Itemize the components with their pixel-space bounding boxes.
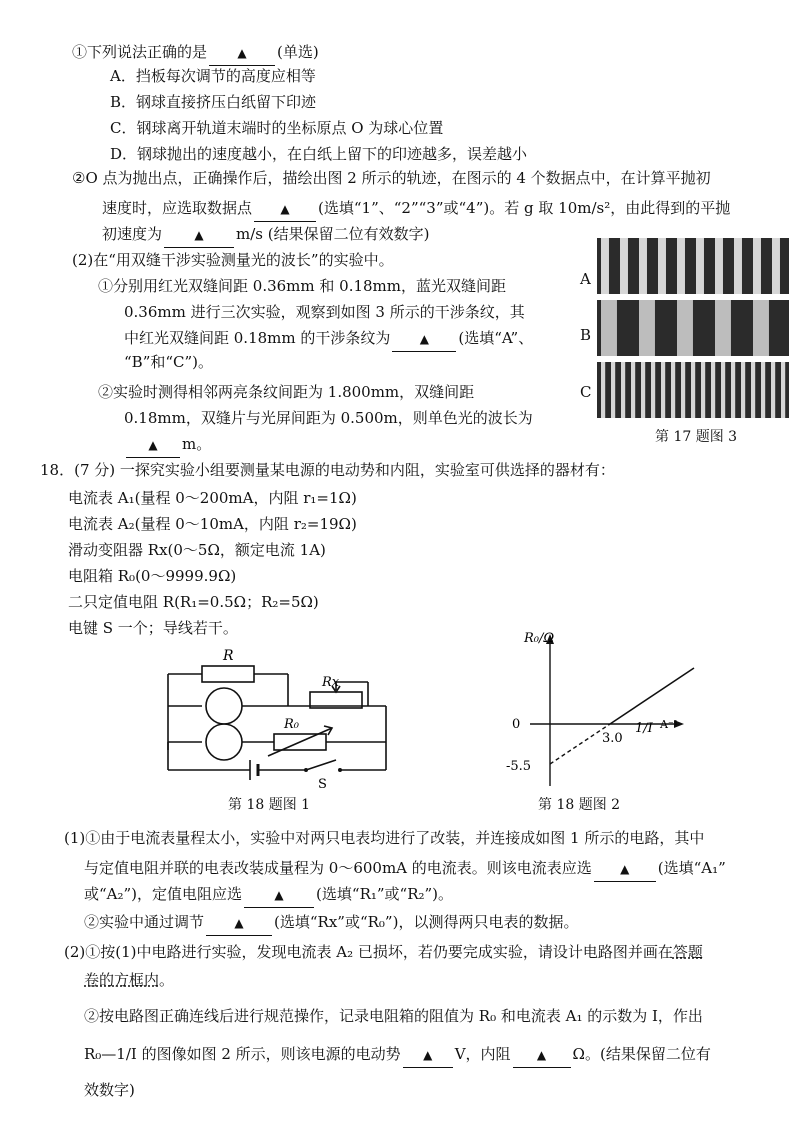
equipment-r: 二只定值电阻 R(R₁=0.5Ω；R₂=5Ω) xyxy=(68,593,319,611)
blank-marker: ▲ xyxy=(536,1048,547,1062)
q18-s1-line3a: 或“A₂”)，定值电阻应选 xyxy=(84,885,243,903)
q18-heading: 18．(7 分) 一探究实验小组要测量某电源的电动势和内阻，实验室可供选择的器材有： xyxy=(40,461,615,479)
bright-fringe xyxy=(677,300,693,356)
ammeter-2 xyxy=(206,724,242,760)
q18-s2-p2-line2a: R₀—1/I 的图像如图 2 所示，则该电源的电动势 xyxy=(84,1045,401,1063)
bright-fringe xyxy=(771,362,775,418)
answer-blank-q18-1[interactable] xyxy=(594,856,656,882)
figure-18-1-caption: 第 18 题图 1 xyxy=(228,797,311,813)
x-axis-unit: A⁻¹ xyxy=(660,718,679,731)
q17-s2-p2-line1: ②实验时测得相邻两亮条纹间距为 1.800mm，双缝间距 xyxy=(98,383,475,401)
blank-marker: ▲ xyxy=(419,332,429,346)
q17-s2-p1-line4: “B”和“C”)。 xyxy=(124,353,214,371)
fringe-patterns xyxy=(597,236,789,422)
q17-p2-line1: ②O 点为抛出点，正确操作后，描绘出图 2 所示的轨迹，在图示的 4 个数据点中，在计算平抛初 xyxy=(72,169,711,187)
answer-blank-q17-3[interactable] xyxy=(164,222,234,248)
fringe-label-c: C xyxy=(580,383,592,401)
answer-blank-q18-4[interactable] xyxy=(403,1042,453,1068)
q18-s1-line2b: (选填“A₁” xyxy=(657,859,726,877)
q18-s2-line1a: (2)①按(1)中电路进行实验，发现电流表 A₂ 已损坏，若仍要完成实验，请设计电路图并画在 xyxy=(64,943,673,961)
q17-s2-heading: (2)在“用双缝干涉实验测量光的波长”的实验中。 xyxy=(72,251,394,269)
fringe-panel-c xyxy=(597,362,789,418)
bright-fringe xyxy=(661,362,665,418)
q17-s2-p2-line3 xyxy=(124,432,211,458)
q17-p1-stem: ①下列说法正确的是 xyxy=(72,43,208,61)
blank-marker: ▲ xyxy=(237,46,247,60)
resistor-r xyxy=(202,666,254,682)
bright-fringe xyxy=(691,362,695,418)
q17-s2-p1-line3b: (选填“A”、 xyxy=(458,329,534,347)
bright-fringe xyxy=(734,238,742,294)
circuit-diagram xyxy=(150,642,410,790)
blank-marker: ▲ xyxy=(423,1048,433,1062)
switch-s xyxy=(306,760,336,770)
option-c: C．钢球离开轨道末端时的坐标原点 O 为球心位置 xyxy=(110,119,444,137)
label-r0: R₀ xyxy=(284,717,299,732)
q18-s1-p2a: ②实验中通过调节 xyxy=(84,913,205,931)
option-d: D．钢球抛出的速度越小，在白纸上留下的印迹越多，误差越小 xyxy=(110,145,528,163)
label-s: S xyxy=(318,777,327,790)
bright-fringe xyxy=(611,362,615,418)
bright-fringe xyxy=(601,300,617,356)
option-a: A．挡板每次调节的高度应相等 xyxy=(110,67,316,85)
answer-blank-q18-3[interactable] xyxy=(206,910,272,936)
bright-fringe xyxy=(651,362,655,418)
q18-s1-line3b: (选填“R₁”或“R₂”)。 xyxy=(316,885,454,903)
equipment-r0: 电阻箱 R₀(0～9999.9Ω) xyxy=(68,567,237,585)
label-r: R xyxy=(223,648,234,664)
bright-fringe xyxy=(621,362,625,418)
label-rx: Rx xyxy=(322,675,340,690)
blank-marker: ▲ xyxy=(194,228,204,242)
origin-label: 0 xyxy=(512,717,521,732)
option-b: B．钢球直接挤压白纸留下印迹 xyxy=(110,93,317,111)
bright-fringe xyxy=(781,362,785,418)
q17-p2-line2b: (选填“1”、“2”“3”或“4”)。若 g 取 10m/s²，由此得到的平抛 xyxy=(318,199,731,217)
q17-s2-p2-line2: 0.18mm，双缝片与光屏间距为 0.500m，则单色光的波长为 xyxy=(124,409,533,427)
bright-fringe xyxy=(696,238,704,294)
q17-p1-suffix: (单选) xyxy=(277,43,319,61)
equipment-switch: 电键 S 一个；导线若干。 xyxy=(68,619,238,637)
equipment-rx: 滑动变阻器 Rx(0～5Ω，额定电流 1A) xyxy=(68,541,326,559)
fringe-label-a: A xyxy=(580,270,591,288)
bright-fringe xyxy=(751,362,755,418)
answer-blank-q18-2[interactable] xyxy=(244,882,314,908)
q18-s1-line2a: 与定值电阻并联的电表改装成量程为 0～600mA 的电流表。则该电流表应选 xyxy=(84,859,592,877)
bright-fringe xyxy=(631,362,635,418)
q18-s2-line2-end: 。 xyxy=(159,971,175,989)
q18-s2-p2-line2 xyxy=(84,1042,711,1068)
bright-fringe xyxy=(658,238,666,294)
q18-s1-p2 xyxy=(84,910,578,936)
q18-s2-emphasis-2: 卷的方框内 xyxy=(84,971,160,989)
q18-s2-p2-line2c: Ω。(结果保留二位有 xyxy=(572,1045,711,1063)
q18-s1-line3 xyxy=(84,882,453,908)
bright-fringe xyxy=(641,362,645,418)
q18-s1-line1: (1)①由于电流表量程太小，实验中对两只电表均进行了改装，并连接成如图 1 所示的电路，其中 xyxy=(64,829,705,847)
ammeter-1 xyxy=(206,688,242,724)
data-line-solid xyxy=(610,668,694,724)
answer-blank-q17-5[interactable] xyxy=(126,432,180,458)
bright-fringe xyxy=(731,362,735,418)
bright-fringe xyxy=(681,362,685,418)
answer-blank-q17-4[interactable] xyxy=(392,326,456,352)
answer-blank-q17-1[interactable] xyxy=(209,40,275,66)
q17-s2-p1-line1: ①分别用红光双缝间距 0.36mm 和 0.18mm，蓝光双缝间距 xyxy=(98,277,506,295)
q17-p2-line3a: 初速度为 xyxy=(102,225,163,243)
data-line-extrapolated xyxy=(550,724,610,764)
bright-fringe xyxy=(601,238,609,294)
bright-fringe xyxy=(741,362,745,418)
y-tick-label: -5.5 xyxy=(506,759,532,774)
q18-s2-p2-line3: 效数字) xyxy=(84,1081,135,1099)
figure-17-3-caption: 第 17 题图 3 xyxy=(655,429,738,445)
equipment-a2: 电流表 A₂(量程 0～10mA，内阻 r₂=19Ω) xyxy=(68,515,357,533)
q17-p1-line xyxy=(72,40,319,66)
q18-s1-p2b: (选填“Rx”或“R₀”)，以测得两只电表的数据。 xyxy=(274,913,579,931)
bright-fringe xyxy=(761,362,765,418)
bright-fringe xyxy=(711,362,715,418)
equipment-a1: 电流表 A₁(量程 0～200mA，内阻 r₁=1Ω) xyxy=(68,489,357,507)
q17-p2-line2a: 速度时，应选取数据点 xyxy=(102,199,253,217)
bright-fringe xyxy=(701,362,705,418)
y-axis-label: R₀/Ω xyxy=(524,631,555,646)
bright-fringe xyxy=(715,238,723,294)
bright-fringe xyxy=(753,238,761,294)
answer-blank-q18-5[interactable] xyxy=(513,1042,571,1068)
q18-s2-line1 xyxy=(64,940,703,964)
bright-fringe xyxy=(639,300,655,356)
fringe-panel-a xyxy=(597,238,789,294)
q17-p2-line3 xyxy=(102,222,429,248)
bright-fringe xyxy=(671,362,675,418)
q17-p2-line2 xyxy=(102,196,730,222)
bright-fringe xyxy=(620,238,628,294)
q17-s2-p1-line2: 0.36mm 进行三次实验，观察到如图 3 所示的干涉条纹，其 xyxy=(124,303,525,321)
bright-fringe xyxy=(753,300,769,356)
blank-marker: ▲ xyxy=(274,888,284,902)
q18-s1-line2 xyxy=(84,856,726,882)
q18-s2-line2 xyxy=(84,968,174,992)
figure-18-2-caption: 第 18 题图 2 xyxy=(538,797,621,813)
blank-marker: ▲ xyxy=(620,862,630,876)
blank-marker: ▲ xyxy=(234,916,244,930)
fringe-panel-b xyxy=(597,300,789,356)
bright-fringe xyxy=(601,362,605,418)
answer-blank-q17-2[interactable] xyxy=(254,196,316,222)
figure-17-3 xyxy=(597,236,789,426)
blank-marker: ▲ xyxy=(148,438,158,452)
bright-fringe xyxy=(639,238,647,294)
x-axis-label: 1/I xyxy=(635,721,653,736)
blank-marker: ▲ xyxy=(280,202,290,216)
fringe-label-b: B xyxy=(580,326,592,344)
bright-fringe xyxy=(772,238,780,294)
bright-fringe xyxy=(677,238,685,294)
q17-s2-p1-line3a: 中红光双缝间距 0.18mm 的干涉条纹为 xyxy=(124,329,391,347)
q17-p2-line3b: m/s (结果保留二位有效数字) xyxy=(236,225,430,243)
bright-fringe xyxy=(715,300,731,356)
x-tick-label: 3.0 xyxy=(602,731,623,746)
q18-s2-emphasis-1: 答题 xyxy=(672,943,703,961)
q18-s2-p2-line1: ②按电路图正确连线后进行规范操作，记录电阻箱的阻值为 R₀ 和电流表 A₁ 的示数为 I，作出 xyxy=(84,1007,703,1025)
bright-fringe xyxy=(721,362,725,418)
q17-s2-p2-line3-unit: m。 xyxy=(182,435,212,453)
q17-s2-p1-line3 xyxy=(124,326,533,352)
q18-s2-p2-line2b: V，内阻 xyxy=(454,1045,511,1063)
r0-vs-inverse-i-graph xyxy=(490,630,700,800)
